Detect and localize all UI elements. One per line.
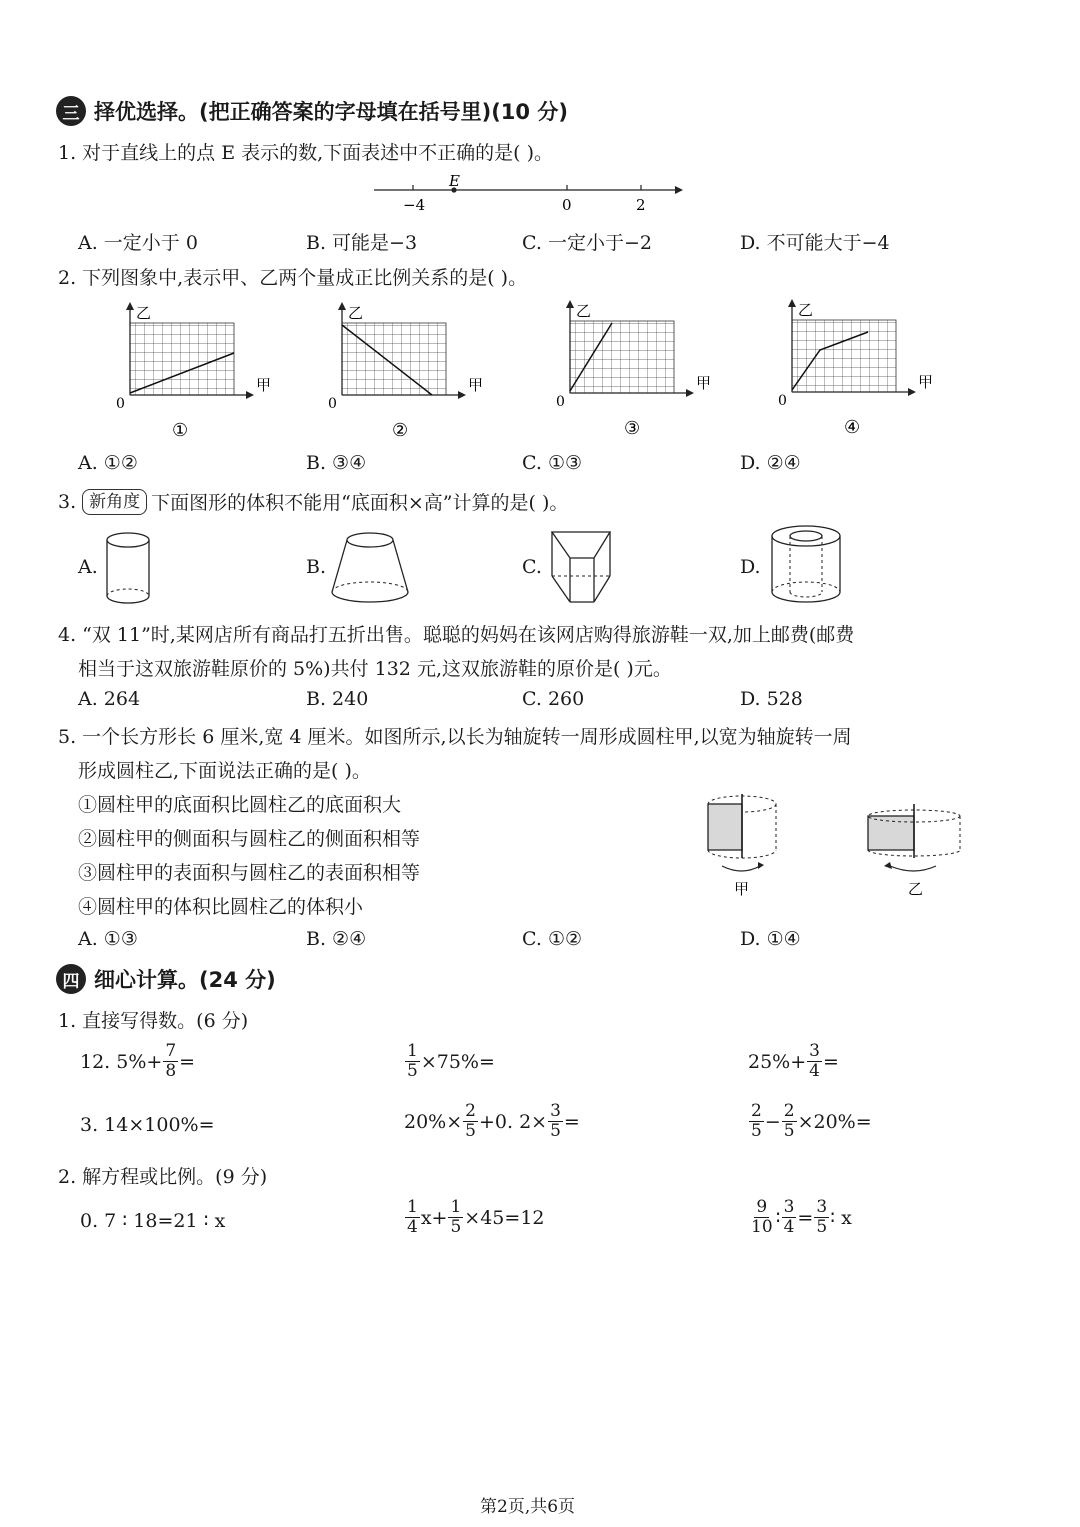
- section-4-badge: 四: [56, 964, 86, 994]
- graph-1: [108, 298, 278, 448]
- q4-option-b[interactable]: B. 240: [306, 688, 369, 710]
- graph-4: [770, 295, 940, 445]
- tick-label-0: 0: [562, 196, 572, 214]
- cylinder-yi-label: 乙: [908, 880, 924, 898]
- cylinder-figure: [104, 528, 156, 608]
- q4-option-d[interactable]: D. 528: [740, 688, 803, 710]
- question-1-text: 1. 对于直线上的点 E 表示的数,下面表述中不正确的是( )。: [58, 142, 554, 164]
- equation-2: $\frac{1}{4}$ x+ $\frac{1}{5}$ ×45=12: [407, 1197, 545, 1237]
- svg-text:0: 0: [116, 396, 125, 412]
- q5-statement-1: ①圆柱甲的底面积比圆柱乙的底面积大: [78, 794, 402, 816]
- graph-1-label: ①: [172, 420, 189, 441]
- q2-option-d[interactable]: D. ②④: [740, 452, 801, 474]
- q2-option-a[interactable]: A. ①②: [78, 452, 138, 474]
- calc-expression-3: 25%+ $\frac{3}{4}$ =: [748, 1041, 839, 1081]
- section-4-header: [56, 964, 276, 994]
- calc-q2-title: 2. 解方程或比例。(9 分): [58, 1166, 268, 1188]
- calc-expression-4: 3. 14×100%=: [80, 1114, 215, 1136]
- svg-text:乙: 乙: [136, 304, 152, 322]
- section-3-header: [56, 96, 568, 126]
- q3-option-b[interactable]: B.: [306, 556, 327, 578]
- tick-label-neg4: −4: [403, 196, 426, 214]
- question-4-line-2: 相当于这双旅游鞋原价的 5%)共付 132 元,这双旅游鞋的原价是( )元。: [78, 658, 672, 680]
- equation-3: $\frac{9}{10}$ ∶ $\frac{3}{4}$ = $\frac{3}{5}$ ∶ x: [751, 1197, 852, 1237]
- q5-option-c[interactable]: C. ①②: [522, 928, 583, 950]
- q4-option-c[interactable]: C. 260: [522, 688, 585, 710]
- q3-option-a[interactable]: A.: [78, 556, 98, 578]
- question-5-line-2: 形成圆柱乙,下面说法正确的是( )。: [78, 760, 371, 782]
- svg-text:甲: 甲: [256, 376, 272, 394]
- q5-option-d[interactable]: D. ①④: [740, 928, 801, 950]
- page-footer: 第2页,共6页: [480, 1497, 576, 1517]
- q1-option-b[interactable]: B. 可能是−3: [306, 232, 418, 254]
- graph-2: [320, 298, 490, 448]
- graph-2-label: ②: [392, 420, 409, 441]
- svg-text:甲: 甲: [918, 373, 934, 391]
- q2-option-c[interactable]: C. ①③: [522, 452, 583, 474]
- q3-option-d[interactable]: D.: [740, 556, 761, 578]
- question-5-line-1: 5. 一个长方形长 6 厘米,宽 4 厘米。如图所示,以长为轴旋转一周形成圆柱甲,以宽为轴旋转一周: [58, 726, 852, 748]
- svg-text:0: 0: [556, 394, 565, 410]
- q1-option-d[interactable]: D. 不可能大于−4: [740, 232, 890, 254]
- q2-option-b[interactable]: B. ③④: [306, 452, 367, 474]
- question-4-line-1: 4. “双 11”时,某网店所有商品打五折出售。聪聪的妈妈在该网店购得旅游鞋一双,加上邮费(邮费: [58, 624, 855, 646]
- calc-expression-5: 20%× $\frac{2}{5}$ +0. 2× $\frac{3}{5}$ =: [404, 1101, 580, 1141]
- calc-expression-6: $\frac{2}{5}$ − $\frac{2}{5}$ ×20%=: [751, 1101, 872, 1141]
- q4-option-a[interactable]: A. 264: [78, 688, 141, 710]
- question-3-text: 下面图形的体积不能用“底面积×高”计算的是( )。: [151, 492, 569, 514]
- q5-option-a[interactable]: A. ①③: [78, 928, 138, 950]
- q3-option-c[interactable]: C.: [522, 556, 542, 578]
- q5-option-b[interactable]: B. ②④: [306, 928, 367, 950]
- new-angle-tag: 新角度: [82, 489, 147, 515]
- section-3-badge: 三: [56, 96, 86, 126]
- q1-option-c[interactable]: C. 一定小于−2: [522, 232, 652, 254]
- section-3-title: 择优选择。(把正确答案的字母填在括号里)(10 分): [94, 100, 568, 124]
- trapezoid-prism-figure: [548, 526, 618, 608]
- svg-text:0: 0: [778, 393, 787, 409]
- number-line: [370, 172, 690, 220]
- equation-1: 0. 7 ∶ 18=21 ∶ x: [80, 1210, 226, 1232]
- svg-text:乙: 乙: [798, 301, 814, 319]
- section-4-title: 细心计算。(24 分): [94, 968, 276, 992]
- q5-statement-3: ③圆柱甲的表面积与圆柱乙的表面积相等: [78, 862, 421, 884]
- svg-text:0: 0: [328, 396, 337, 412]
- cylinder-jia-figure: [700, 792, 790, 902]
- q5-statement-4: ④圆柱甲的体积比圆柱乙的体积小: [78, 896, 364, 918]
- question-3: 3. 新角度 下面图形的体积不能用“底面积×高”计算的是( )。: [58, 488, 568, 515]
- graph-3: [548, 296, 718, 446]
- cylinder-yi-figure: [860, 800, 970, 900]
- q1-option-a[interactable]: A. 一定小于 0: [78, 232, 198, 254]
- graph-4-label: ④: [844, 417, 861, 438]
- svg-text:乙: 乙: [576, 302, 592, 320]
- frustum-figure: [328, 528, 414, 608]
- tick-label-2: 2: [636, 196, 646, 214]
- cylinder-jia-label: 甲: [734, 880, 750, 898]
- svg-text:甲: 甲: [468, 376, 484, 394]
- point-e-label: E: [449, 172, 460, 190]
- svg-text:乙: 乙: [348, 304, 364, 322]
- q5-statement-2: ②圆柱甲的侧面积与圆柱乙的侧面积相等: [78, 828, 421, 850]
- calc-expression-2: $\frac{1}{5}$ ×75%=: [407, 1041, 495, 1081]
- question-2-text: 2. 下列图象中,表示甲、乙两个量成正比例关系的是( )。: [58, 267, 528, 289]
- graph-3-label: ③: [624, 418, 641, 439]
- calc-expression-1: 12. 5%+ $\frac{7}{8}$ =: [80, 1041, 196, 1081]
- hollow-cylinder-figure: [768, 522, 846, 610]
- svg-text:甲: 甲: [696, 374, 712, 392]
- calc-q1-title: 1. 直接写得数。(6 分): [58, 1010, 249, 1032]
